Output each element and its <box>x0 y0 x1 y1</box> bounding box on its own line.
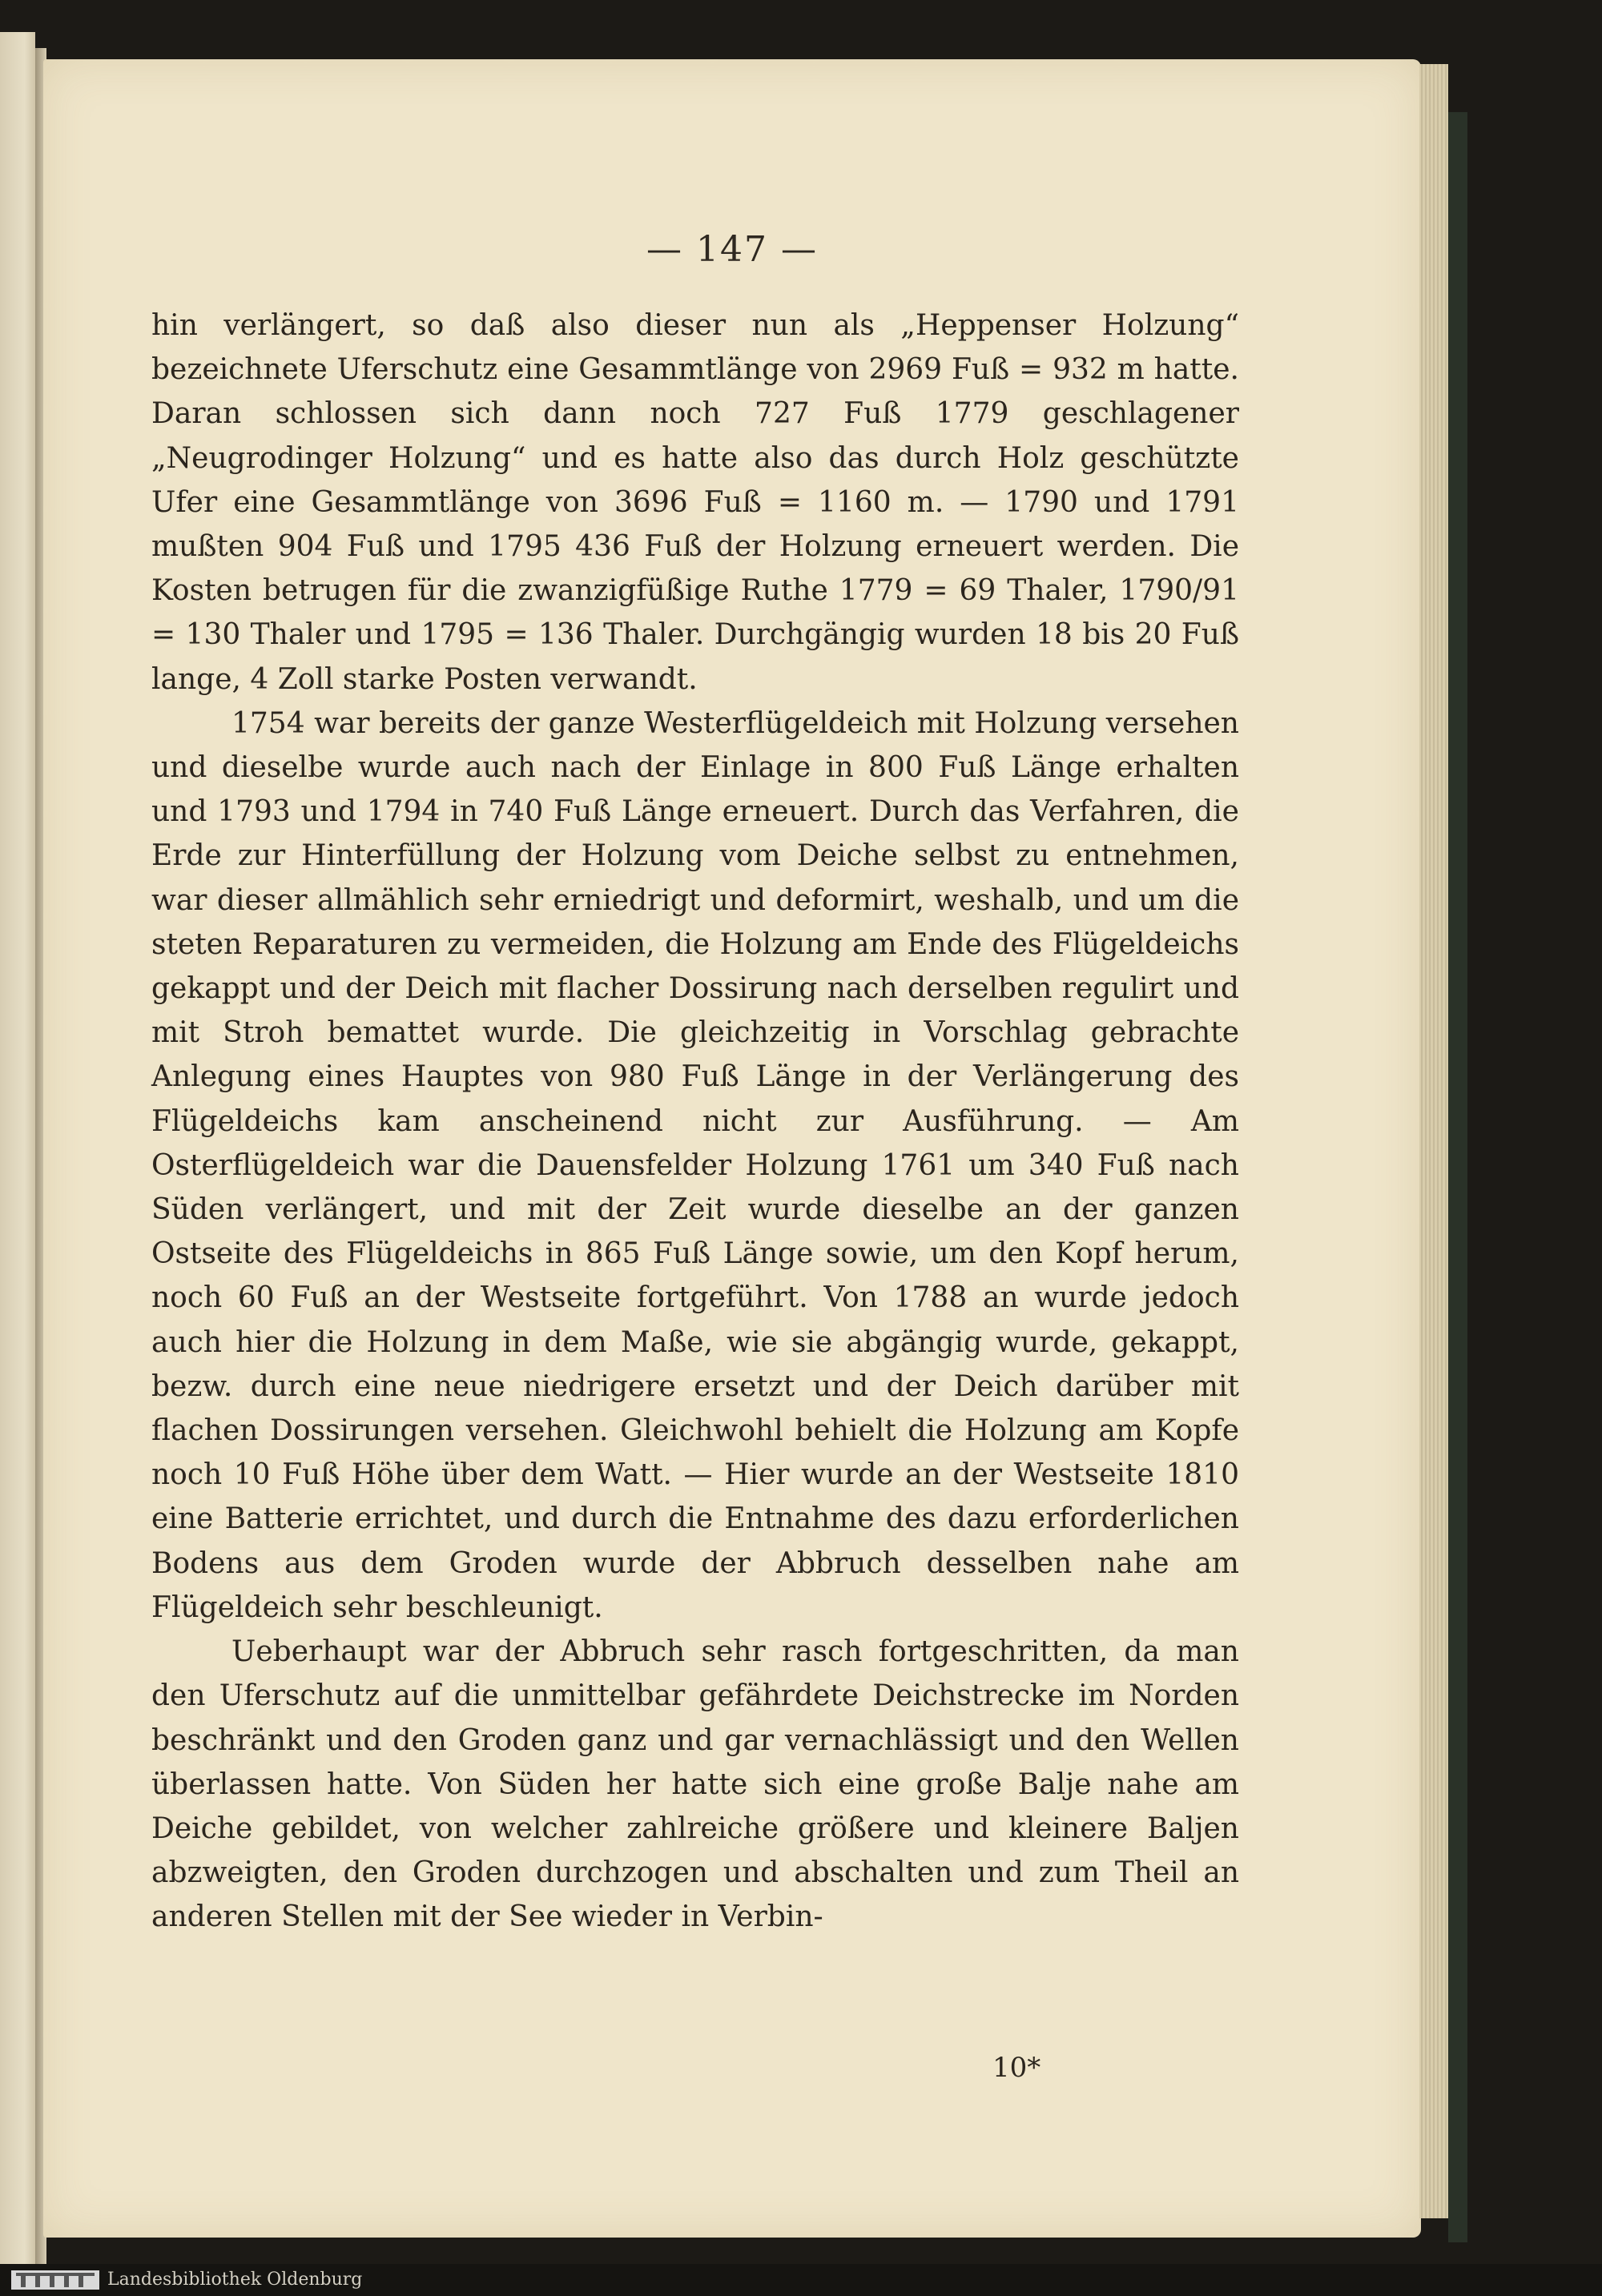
paragraph: 1754 war bereits der ganze Westerflügeldeich mit Holzung versehen und dieselbe wurde auch nach der Einlage in 800 Fuß Länge erhalten und 1793 und 1794 in 740 Fuß Länge erneuert. Durch das Verfahren, die Erde zur Hinterfüllung der Holzung vom Deiche selbst zu entnehmen, war dieser allmählich sehr erniedrigt und deformirt, weshalb, und um die steten Reparaturen zu vermeiden, die Holzung am Ende des Flügeldeichs gekappt und der Deich mit flacher Dossirung nach derselben regulirt und mit Stroh bemattet wurde. Die gleichzeitig in Vorschlag gebrachte Anlegung eines Hauptes von 980 Fuß Länge in der Verlängerung des Flügeldeichs kam anscheinend nicht zur Ausführung. — Am Osterflügeldeich war die Dauensfelder Holzung 1761 um 340 Fuß nach Süden verlängert, und mit der Zeit wurde dieselbe an der ganzen Ostseite des Flügeldeichs in 865 Fuß Länge sowie, um den Kopf herum, noch 60 Fuß an der Westseite fortgeführt. Von 1788 an wurde jedoch auch hier die Holzung in dem Maße, wie sie abgängig wurde, gekappt, bezw. durch eine neue niedrigere ersetzt und der Deich darüber mit flachen Dossirungen versehen. Gleichwohl behielt die Holzung am Kopfe noch 10 Fuß Höhe über dem Watt. — Hier wurde an der Westseite 1810 eine Batterie errichtet, und durch die Entnahme des dazu erforderlichen Bodens aus dem Groden wurde der Abbruch desselben nahe am Flügeldeich sehr beschleunigt. <box>151 706 1239 1624</box>
signature-mark: 10* <box>992 2052 1041 2084</box>
library-name: Landesbibliothek Oldenburg <box>107 2270 363 2290</box>
page-body <box>151 304 1239 1940</box>
previous-page-edge <box>0 32 35 2266</box>
footer-bar <box>0 2264 1602 2296</box>
paragraph: hin verlängert, so daß also dieser nun als „Heppenser Holzung“ bezeichnete Uferschutz eine Gesammtlänge von 2969 Fuß = 932 m hatte. Daran schlossen sich dann noch 727 Fuß 1779 geschlagener „Neugrodinger Holzung“ und es hatte also das durch Holz geschützte Ufer eine Gesammtlänge von 3696 Fuß = 1160 m. — 1790 und 1791 mußten 904 Fuß und 1795 436 Fuß der Holzung erneuert werden. Die Kosten betrugen für die zwanzigfüßige Ruthe 1779 = 69 Thaler, 1790/91 = 130 Thaler und 1795 = 136 Thaler. Durchgängig wurden 18 bis 20 Fuß lange, 4 Zoll starke Posten verwandt. <box>151 309 1239 696</box>
book-cover-edge <box>1448 112 1467 2242</box>
paragraph: Ueberhaupt war der Abbruch sehr rasch fortgeschritten, da man den Uferschutz auf die unmittelbar gefährdete Deichstrecke im Norden beschränkt und den Groden ganz und gar vernachlässigt und den Wellen überlassen hatte. Von Süden her hatte sich eine große Balje nahe am Deiche gebildet, von welcher zahlreiche größere und kleinere Baljen abzweigten, den Groden durchzogen und abschalten und zum Theil an anderen Stellen mit der See wieder in Verbin- <box>151 1635 1239 1934</box>
page-block-edges <box>1419 64 1448 2218</box>
page-number: — 147 — <box>646 229 818 270</box>
library-logo-icon <box>11 2270 99 2290</box>
book-page <box>43 59 1421 2238</box>
